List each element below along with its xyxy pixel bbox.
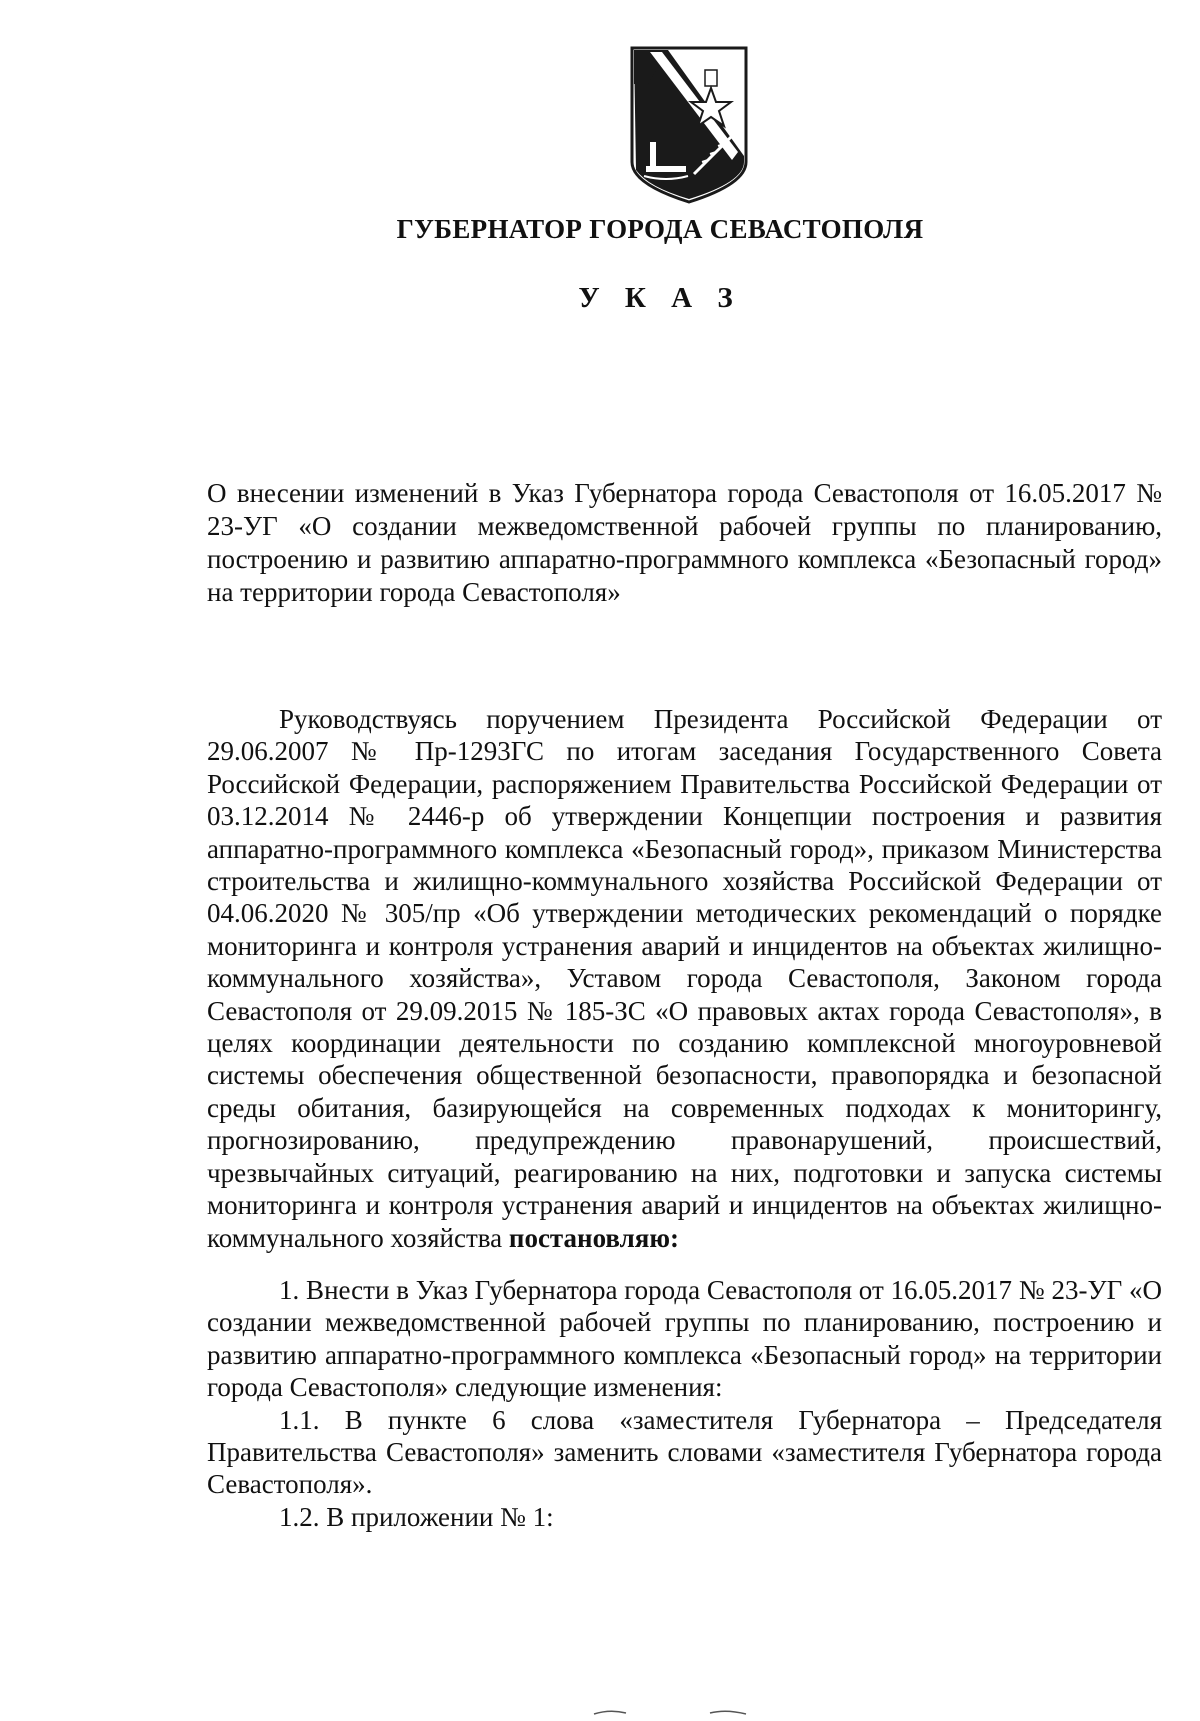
decree-word: постановляю: bbox=[508, 1222, 680, 1253]
medal-ribbon bbox=[705, 70, 717, 86]
issuer-title: ГУБЕРНАТОР ГОРОДА СЕВАСТОПОЛЯ bbox=[396, 214, 924, 244]
item-1: 1. Внести в Указ Губернатора города Севастополя от 16.05.2017 № 23-УГ «О создании межведомственной рабочей группы по планированию, построению и развитию аппаратно-программного комплекса «Безопасный город» на территории города Севастополя» следующие изменения: bbox=[207, 1274, 1162, 1403]
document-subject: О внесении изменений в Указ Губернатора города Севастополя от 16.05.2017 № 23-УГ «О создании межведомственной рабочей группы по планированию, построению и развитию аппаратно-программного комплекса «Безопасный город» на территории города Севастополя» bbox=[207, 478, 1162, 607]
sevastopol-coat-of-arms-icon bbox=[628, 44, 750, 204]
preamble-text: Руководствуясь поручением Президента Российской Федерации от 29.06.2007 № Пр-1293ГС по итогам заседания Государственного Совета Российской Федерации, распоряжением Правительства Российской Федерации от 03.12.2014 № 2446-р об утверждении Концепции построения и развития аппаратно-программного комплекса «Безопасный город», приказом Министерства строительства и жилищно-коммунального хозяйства Российской Федерации от 04.06.2020 № 305/пр «Об утверждении методических рекомендаций о порядке мониторинга и контроля устранения аварий и инцидентов на объектах жилищно-коммунального хозяйства», Уставом города Севастополя, Законом города Севастополя от 29.09.2015 № 185-ЗС «О правовых актах города Севастополя», в целях координации деятельности по созданию комплексной многоуровневой системы обеспечения общественной безопасности, правопорядка и безопасной среды обитания, базирующейся на современных подходах к мониторингу, прогнозированию, предупреждению правонарушений, происшествий, чрезвычайных ситуаций, реагированию на них, подготовки и запуска системы мониторинга и контроля устранения аварий и инцидентов на объектах жилищно-коммунального хозяйства bbox=[207, 704, 1162, 1253]
item-1-2: 1.2. В приложении № 1: bbox=[279, 1501, 554, 1532]
document-body bbox=[207, 703, 1162, 1533]
document-type: У К А З bbox=[578, 282, 742, 314]
monument bbox=[650, 142, 656, 168]
scan-mark bbox=[590, 1708, 750, 1716]
preamble-paragraph bbox=[207, 703, 1162, 1254]
item-1-1: 1.1. В пункте 6 слова «заместителя Губернатора – Председателя Правительства Севастополя» заменить словами «заместителя Губернатора города Севастополя». bbox=[207, 1404, 1162, 1500]
